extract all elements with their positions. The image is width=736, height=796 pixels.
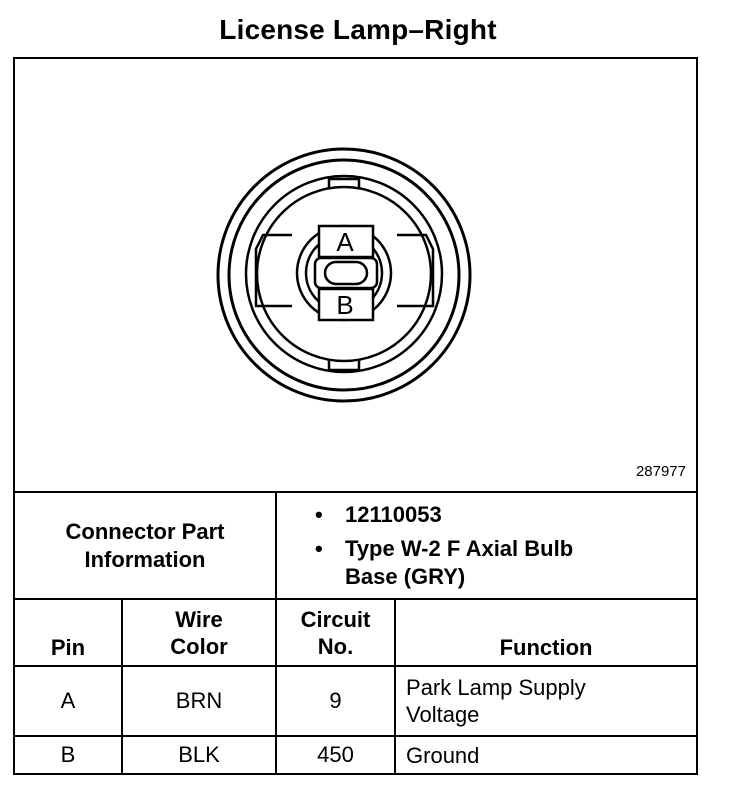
connector-info-values (276, 492, 697, 599)
drawing-number: 287977 (635, 463, 686, 480)
connector-diagram-panel (13, 57, 698, 493)
header-circuit-no: Circuit No. (276, 599, 395, 666)
cell-function: Ground (395, 736, 697, 774)
connector-spec-table (13, 491, 698, 775)
header-wire-color: Wire Color (122, 599, 276, 666)
table-row (14, 666, 697, 736)
part-number-item: • 12110053 (315, 501, 442, 527)
cell-circuit: 450 (276, 736, 395, 774)
header-pin: Pin (14, 599, 122, 666)
cell-pin: A (14, 666, 122, 736)
pin-a-label: A (336, 227, 354, 257)
page-title: License Lamp–Right (219, 14, 497, 45)
connector-info-label: Connector Part Information (14, 492, 276, 599)
header-function: Function (395, 599, 697, 666)
center-contact-inner (325, 262, 367, 284)
cell-wire-color: BLK (122, 736, 276, 774)
bulb-type-item: • Type W-2 F Axial Bulb Base (GRY) (315, 535, 574, 589)
table-header-row (14, 599, 697, 666)
connector-face-drawing (15, 59, 696, 493)
cell-circuit: 9 (276, 666, 395, 736)
bullet-icon: • (315, 535, 323, 561)
table-row (14, 736, 697, 774)
cell-pin: B (14, 736, 122, 774)
cell-function: Park Lamp Supply Voltage (395, 666, 697, 736)
bullet-icon: • (315, 501, 323, 527)
cell-wire-color: BRN (122, 666, 276, 736)
pin-b-label: B (336, 290, 354, 320)
connector-info-row (14, 492, 697, 599)
